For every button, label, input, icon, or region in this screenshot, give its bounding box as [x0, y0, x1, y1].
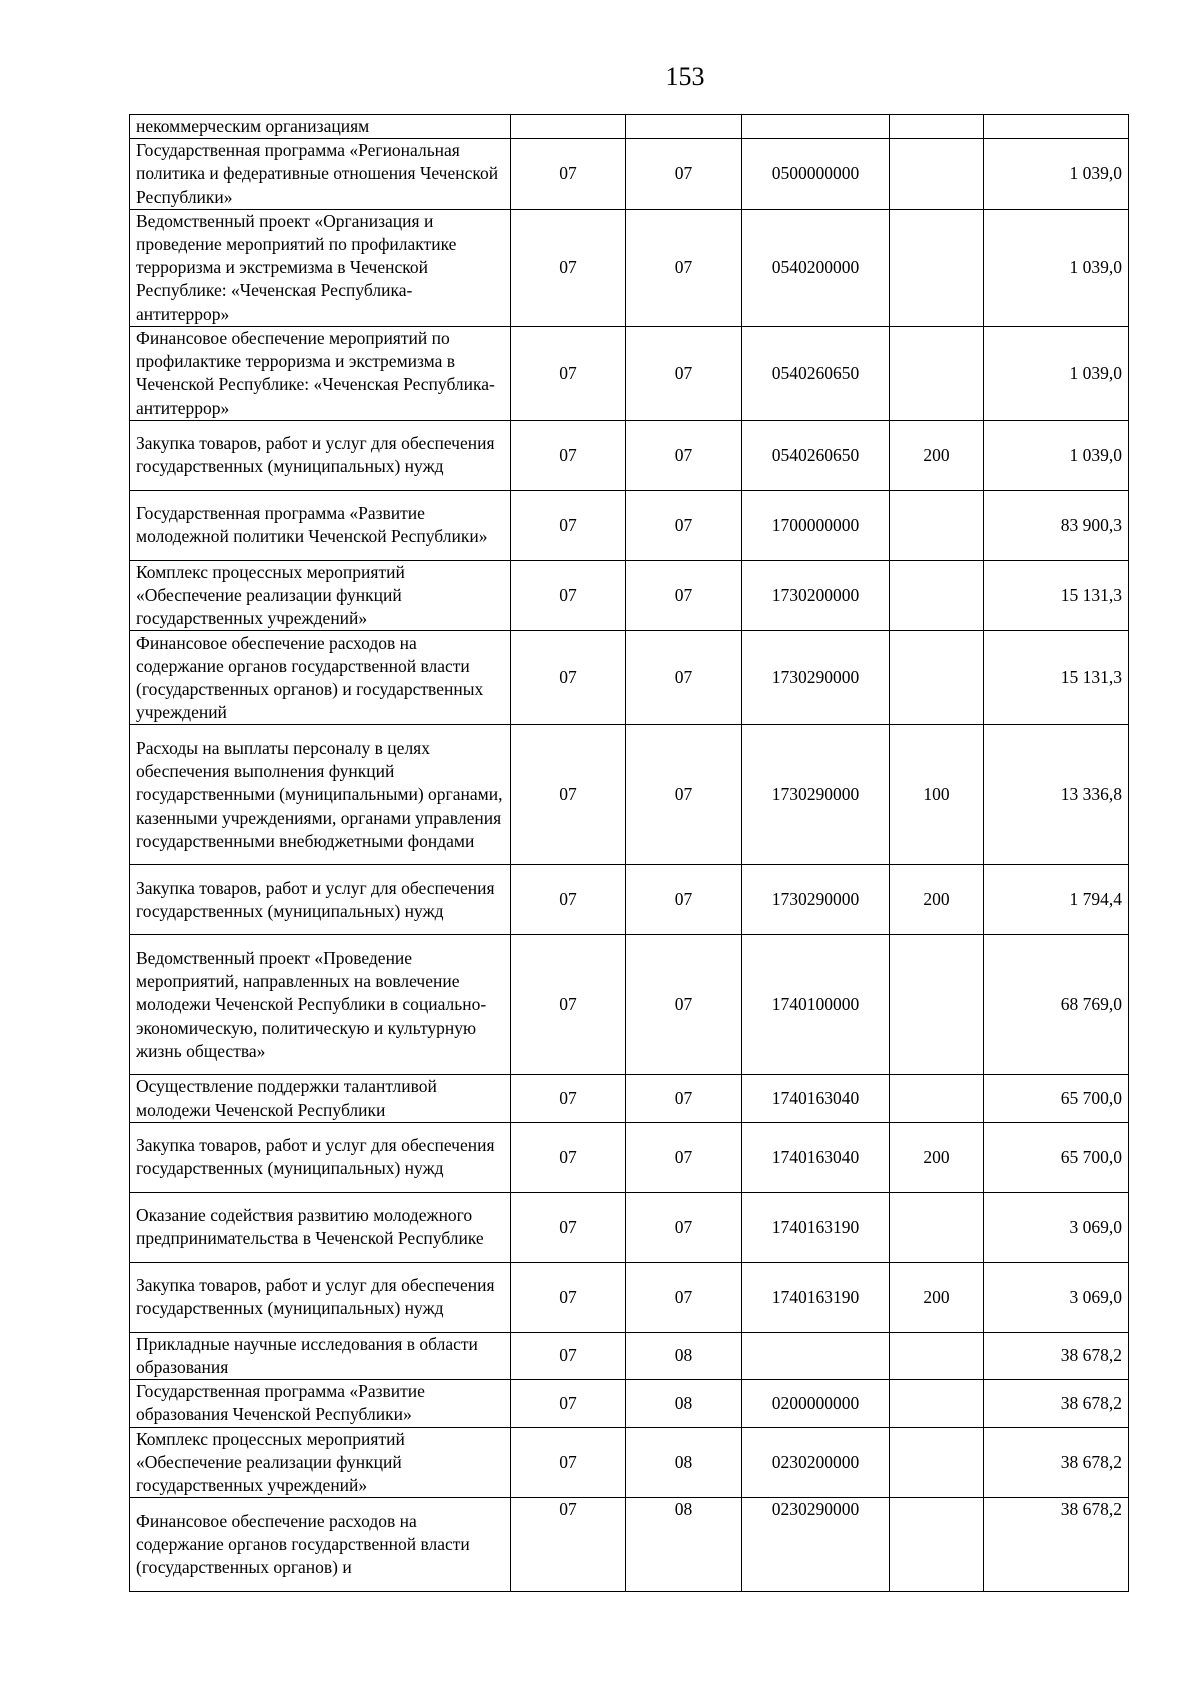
expense-type-cell: 200: [890, 1262, 984, 1332]
target-article-cell: 0230200000: [742, 1427, 890, 1498]
table-row: [130, 115, 1129, 139]
amount-cell: 38 678,2: [984, 1498, 1129, 1592]
target-article-cell: 1730200000: [742, 560, 890, 631]
subsection-code-cell: 08: [626, 1332, 742, 1379]
subsection-code-cell: 07: [626, 326, 742, 420]
expense-type-cell: [890, 209, 984, 326]
table-row: [130, 1262, 1129, 1332]
amount-cell: 38 678,2: [984, 1427, 1129, 1498]
row-name-cell: Закупка товаров, работ и услуг для обеспечения государственных (муниципальных) нужд: [130, 865, 511, 935]
target-article-cell: 0500000000: [742, 139, 890, 210]
subsection-code-cell: 07: [626, 1192, 742, 1262]
section-code-cell: 07: [511, 1122, 626, 1192]
amount-cell: 1 794,4: [984, 865, 1129, 935]
subsection-code-cell: 07: [626, 490, 742, 560]
table-row: [130, 631, 1129, 725]
row-name-cell: Финансовое обеспечение расходов на содержание органов государственной власти (государственных органов) и: [130, 1498, 511, 1592]
amount-cell: 1 039,0: [984, 209, 1129, 326]
expense-type-cell: 200: [890, 1122, 984, 1192]
expense-type-cell: [890, 115, 984, 139]
expense-type-cell: [890, 1427, 984, 1498]
row-name-cell: Оказание содействия развитию молодежного предпринимательства в Чеченской Республике: [130, 1192, 511, 1262]
row-name-cell: Ведомственный проект «Организация и проведение мероприятий по профилактике терроризма и экстремизма в Чеченской Республике: «Чеченская Республика-антитеррор»: [130, 209, 511, 326]
expense-type-cell: [890, 1192, 984, 1262]
amount-cell: 13 336,8: [984, 725, 1129, 865]
expense-type-cell: [890, 139, 984, 210]
section-code-cell: 07: [511, 326, 626, 420]
row-name-cell: Закупка товаров, работ и услуг для обеспечения государственных (муниципальных) нужд: [130, 1122, 511, 1192]
row-name-cell: Прикладные научные исследования в области образования: [130, 1332, 511, 1379]
amount-cell: 1 039,0: [984, 139, 1129, 210]
expense-type-cell: [890, 935, 984, 1075]
section-code-cell: 07: [511, 1262, 626, 1332]
subsection-code-cell: 07: [626, 139, 742, 210]
target-article-cell: 1730290000: [742, 865, 890, 935]
section-code-cell: 07: [511, 1332, 626, 1379]
table-row: [130, 209, 1129, 326]
expense-type-cell: 200: [890, 865, 984, 935]
section-code-cell: 07: [511, 631, 626, 725]
section-code-cell: 07: [511, 725, 626, 865]
section-code-cell: 07: [511, 209, 626, 326]
target-article-cell: 1730290000: [742, 725, 890, 865]
amount-cell: 3 069,0: [984, 1192, 1129, 1262]
target-article-cell: [742, 115, 890, 139]
row-name-cell: Комплекс процессных мероприятий «Обеспечение реализации функций государственных учреждений»: [130, 1427, 511, 1498]
row-name-cell: Осуществление поддержки талантливой молодежи Чеченской Республики: [130, 1075, 511, 1122]
expense-type-cell: [890, 560, 984, 631]
target-article-cell: 0200000000: [742, 1380, 890, 1427]
expense-type-cell: [890, 1380, 984, 1427]
target-article-cell: [742, 1332, 890, 1379]
expense-type-cell: [890, 490, 984, 560]
table-row: [130, 1427, 1129, 1498]
target-article-cell: 1740163040: [742, 1075, 890, 1122]
table-row: [130, 1498, 1129, 1592]
expense-type-cell: [890, 631, 984, 725]
amount-cell: 68 769,0: [984, 935, 1129, 1075]
row-name-cell: Расходы на выплаты персоналу в целях обеспечения выполнения функций государственными (муниципальными) органами, казенными учреждениями, органами управления государственными внебюджетными фондами: [130, 725, 511, 865]
table-row: [130, 1380, 1129, 1427]
amount-cell: 38 678,2: [984, 1332, 1129, 1379]
section-code-cell: [511, 115, 626, 139]
table-row: [130, 1122, 1129, 1192]
subsection-code-cell: 08: [626, 1380, 742, 1427]
subsection-code-cell: 07: [626, 209, 742, 326]
row-name-cell: Государственная программа «Развитие образования Чеченской Республики»: [130, 1380, 511, 1427]
row-name-cell: Ведомственный проект «Проведение мероприятий, направленных на вовлечение молодежи Чеченской Республики в социально-экономическую, политическую и культурную жизнь общества»: [130, 935, 511, 1075]
expense-type-cell: [890, 326, 984, 420]
section-code-cell: 07: [511, 1192, 626, 1262]
target-article-cell: 1740163190: [742, 1192, 890, 1262]
amount-cell: 65 700,0: [984, 1075, 1129, 1122]
subsection-code-cell: 07: [626, 420, 742, 490]
section-code-cell: 07: [511, 560, 626, 631]
section-code-cell: 07: [511, 1380, 626, 1427]
amount-cell: 83 900,3: [984, 490, 1129, 560]
table-row: [130, 326, 1129, 420]
row-name-cell: Государственная программа «Развитие молодежной политики Чеченской Республики»: [130, 490, 511, 560]
subsection-code-cell: [626, 115, 742, 139]
target-article-cell: 1700000000: [742, 490, 890, 560]
budget-table: [129, 114, 1129, 1592]
row-name-cell: Финансовое обеспечение расходов на содержание органов государственной власти (государственных органов) и государственных учреждений: [130, 631, 511, 725]
subsection-code-cell: 08: [626, 1427, 742, 1498]
subsection-code-cell: 08: [626, 1498, 742, 1592]
section-code-cell: 07: [511, 935, 626, 1075]
table-row: [130, 725, 1129, 865]
table-row: [130, 865, 1129, 935]
expense-type-cell: [890, 1498, 984, 1592]
subsection-code-cell: 07: [626, 725, 742, 865]
section-code-cell: 07: [511, 139, 626, 210]
table-row: [130, 490, 1129, 560]
section-code-cell: 07: [511, 1498, 626, 1592]
amount-cell: [984, 115, 1129, 139]
subsection-code-cell: 07: [626, 935, 742, 1075]
subsection-code-cell: 07: [626, 1075, 742, 1122]
table-row: [130, 1332, 1129, 1379]
subsection-code-cell: 07: [626, 1262, 742, 1332]
target-article-cell: 1730290000: [742, 631, 890, 725]
table-row: [130, 139, 1129, 210]
subsection-code-cell: 07: [626, 631, 742, 725]
amount-cell: 1 039,0: [984, 326, 1129, 420]
target-article-cell: 0540260650: [742, 420, 890, 490]
subsection-code-cell: 07: [626, 865, 742, 935]
table-row: [130, 1075, 1129, 1122]
row-name-cell: Государственная программа «Региональная политика и федеративные отношения Чеченской Республики»: [130, 139, 511, 210]
target-article-cell: 0540200000: [742, 209, 890, 326]
table-row: [130, 935, 1129, 1075]
target-article-cell: 1740163040: [742, 1122, 890, 1192]
expense-type-cell: 200: [890, 420, 984, 490]
table-row: [130, 560, 1129, 631]
target-article-cell: 0540260650: [742, 326, 890, 420]
page-number: 153: [665, 62, 705, 91]
table-row: [130, 420, 1129, 490]
amount-cell: 65 700,0: [984, 1122, 1129, 1192]
row-name-cell: Закупка товаров, работ и услуг для обеспечения государственных (муниципальных) нужд: [130, 420, 511, 490]
amount-cell: 38 678,2: [984, 1380, 1129, 1427]
amount-cell: 1 039,0: [984, 420, 1129, 490]
row-name-cell: Закупка товаров, работ и услуг для обеспечения государственных (муниципальных) нужд: [130, 1262, 511, 1332]
table-row: [130, 1192, 1129, 1262]
target-article-cell: 0230290000: [742, 1498, 890, 1592]
amount-cell: 15 131,3: [984, 631, 1129, 725]
expense-type-cell: [890, 1075, 984, 1122]
expense-type-cell: 100: [890, 725, 984, 865]
amount-cell: 3 069,0: [984, 1262, 1129, 1332]
amount-cell: 15 131,3: [984, 560, 1129, 631]
target-article-cell: 1740100000: [742, 935, 890, 1075]
subsection-code-cell: 07: [626, 560, 742, 631]
row-name-cell: Финансовое обеспечение мероприятий по профилактике терроризма и экстремизма в Чеченской Республике: «Чеченская Республика-антитеррор»: [130, 326, 511, 420]
row-name-cell: Комплекс процессных мероприятий «Обеспечение реализации функций государственных учреждений»: [130, 560, 511, 631]
section-code-cell: 07: [511, 420, 626, 490]
budget-table-body: [130, 115, 1129, 1592]
subsection-code-cell: 07: [626, 1122, 742, 1192]
expense-type-cell: [890, 1332, 984, 1379]
section-code-cell: 07: [511, 865, 626, 935]
section-code-cell: 07: [511, 1075, 626, 1122]
target-article-cell: 1740163190: [742, 1262, 890, 1332]
section-code-cell: 07: [511, 490, 626, 560]
section-code-cell: 07: [511, 1427, 626, 1498]
row-name-cell: некоммерческим организациям: [130, 115, 511, 139]
